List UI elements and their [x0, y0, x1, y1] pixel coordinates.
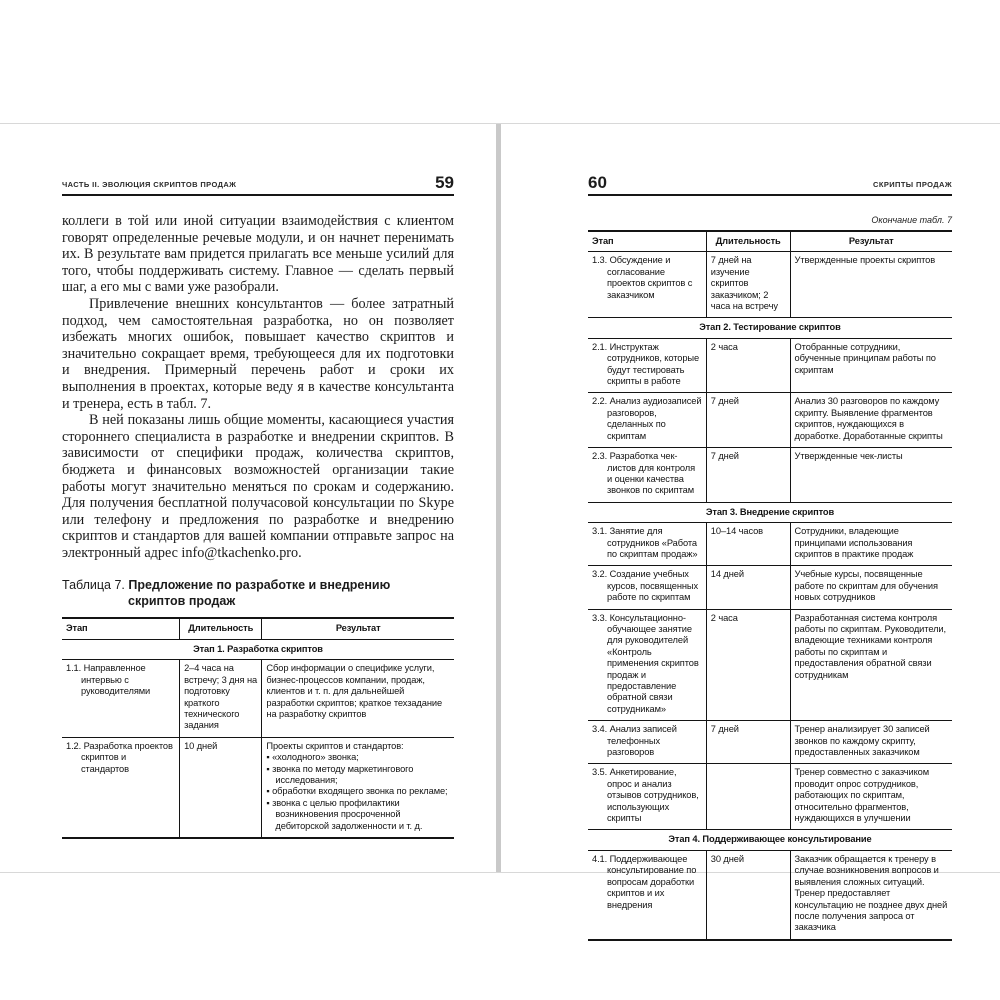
stage-cell: 3.3. Консультационно-обучающее занятие для руководителей «Контроль применения скриптов продаж и предоставление обратной связи сотрудникам» — [588, 609, 706, 721]
result-cell: Анализ 30 разговоров по каждому скрипту. Выявление фрагментов скриптов, нуждающихся в доработке. Доработанные скрипты — [790, 393, 952, 448]
duration-cell: 2 часа — [706, 338, 790, 393]
duration-cell: 14 дней — [706, 566, 790, 609]
bullet-item: ▪ звонка по методу маркетингового исследования; — [266, 763, 414, 785]
table-row — [588, 764, 952, 830]
body-text — [62, 213, 454, 561]
duration-cell: 2 часа — [706, 609, 790, 721]
result-cell: Тренер совместно с заказчиком проводит опрос сотрудников, работающих по скриптам, относительно фрагментов, нуждающихся в улучшении — [790, 764, 952, 830]
table-caption-label: Таблица 7. — [62, 578, 125, 593]
result-cell: Проекты скриптов и стандартов: ▪ «холодного» звонка; ▪ звонка по методу маркетингового исследования; ▪ обработки входящего звонка по рекламе; ▪ звонка с целью профилактики возникновения просроченной дебиторской задолженности и т. д. — [262, 737, 454, 838]
duration-cell: 2–4 часа на встречу; 3 дня на подготовку краткого технического задания — [180, 660, 262, 737]
result-cell: Сотрудники, владеющие принципами использования скриптов в практике продаж — [790, 523, 952, 566]
duration-cell: 7 дней на изучение скриптов заказчиком; 2 часа на встречу — [706, 252, 790, 318]
column-header: Результат — [262, 618, 454, 639]
stage-cell: 2.2. Анализ аудиозаписей разговоров, сделанных по скриптам — [588, 393, 706, 448]
running-head-right — [588, 174, 952, 196]
result-cell: Заказчик обращается к тренеру в случае возникновения вопросов и выявления сложных ситуаций. Тренер предоставляет консультацию не позднее двух дней после получения запроса от заказчика — [790, 850, 952, 939]
section-label: Этап 1. Разработка скриптов — [62, 639, 454, 659]
result-cell: Утвержденные чек-листы — [790, 448, 952, 503]
column-header: Этап — [588, 231, 706, 252]
paragraph: Привлечение внешних консультантов — более затратный подход, чем самостоятельная разработка, но он позволяет избежать многих ошибок, повышает качество скриптов и значительно сокращает время, требующееся для их подготовки и внедрения. Примерный перечень работ и сроки их выполнения в проектах, которые веду я в качестве консультанта и тренера, есть в табл. 7. — [62, 295, 454, 412]
column-header: Этап — [62, 618, 180, 639]
section-row — [588, 318, 952, 338]
duration-cell — [706, 764, 790, 830]
table-continuation-note: Окончание табл. 7 — [871, 215, 952, 225]
result-cell: Тренер анализирует 30 записей звонков по каждому скрипту, предоставленных заказчиком — [790, 721, 952, 764]
table-row — [62, 660, 454, 737]
duration-cell: 7 дней — [706, 393, 790, 448]
page-right — [501, 124, 1000, 933]
duration-cell: 7 дней — [706, 448, 790, 503]
result-cell: Разработанная система контроля работы по скриптам. Руководители, владеющие техниками контроля работы по скриптам и предоставления обратной связи сотрудникам — [790, 609, 952, 721]
section-label: Этап 2. Тестирование скриптов — [588, 318, 952, 338]
duration-cell: 7 дней — [706, 721, 790, 764]
bullet-item: ▪ обработки входящего звонка по рекламе; — [266, 786, 448, 797]
paragraph: коллеги в той или иной ситуации взаимодействия с клиентом говорят определенные речевые модули, и он начнет перенимать их. В результате вам придется прилагать все меньше усилий для того, чтобы поддерживать систему. Главное — сделать первый шаг, а его мы с вами уже разобрали. — [62, 213, 454, 296]
proposal-table-part2 — [588, 230, 952, 941]
section-row — [588, 502, 952, 522]
table-row — [588, 721, 952, 764]
stage-cell: 3.1. Занятие для сотрудников «Работа по скриптам продаж» — [588, 523, 706, 566]
table-row — [62, 737, 454, 838]
duration-cell: 10–14 часов — [706, 523, 790, 566]
stage-cell: 2.1. Инструктаж сотрудников, которые будут тестировать скрипты в работе — [588, 338, 706, 393]
page-left — [0, 124, 496, 872]
stage-cell: 3.4. Анализ записей телефонных разговоров — [588, 721, 706, 764]
proposal-table-part1 — [62, 617, 454, 839]
table-row — [588, 566, 952, 609]
result-cell: Учебные курсы, посвященные работе по скриптам для обучения новых сотрудников — [790, 566, 952, 609]
table-caption-title: Предложение по разработке и внедрению скриптов продаж — [128, 578, 391, 608]
stage-cell: 1.2. Разработка проектов скриптов и стандартов — [62, 737, 180, 838]
duration-cell: 30 дней — [706, 850, 790, 939]
page-number-left: 59 — [435, 173, 454, 192]
table-row — [588, 338, 952, 393]
table-row — [588, 252, 952, 318]
result-cell: Утвержденные проекты скриптов — [790, 252, 952, 318]
chapter-title: ЧАСТЬ II. ЭВОЛЮЦИЯ СКРИПТОВ ПРОДАЖ — [62, 180, 237, 189]
running-head-left — [62, 174, 454, 196]
table-row — [588, 609, 952, 721]
section-row — [62, 639, 454, 659]
stage-cell: 3.5. Анкетирование, опрос и анализ отзывов сотрудников, использующих скрипты — [588, 764, 706, 830]
table-header-row — [588, 231, 952, 252]
table-row — [588, 448, 952, 503]
book-title: СКРИПТЫ ПРОДАЖ — [873, 180, 952, 189]
stage-cell: 1.1. Направленное интервью с руководителями — [62, 660, 180, 737]
section-row — [588, 830, 952, 850]
column-header: Результат — [790, 231, 952, 252]
section-label: Этап 3. Внедрение скриптов — [588, 502, 952, 522]
table-row — [588, 393, 952, 448]
table-caption — [62, 578, 414, 609]
column-header: Длительность — [180, 618, 262, 639]
section-label: Этап 4. Поддерживающее консультирование — [588, 830, 952, 850]
duration-cell: 10 дней — [180, 737, 262, 838]
bullet-item: ▪ звонка с целью профилактики возникновения просроченной дебиторской задолженности и т. д. — [266, 797, 423, 831]
table-row — [588, 850, 952, 939]
stage-cell: 3.2. Создание учебных курсов, посвященных работе по скриптам — [588, 566, 706, 609]
result-cell: Отобранные сотрудники, обученные принципам работы по скриптам — [790, 338, 952, 393]
page-number-right: 60 — [588, 173, 607, 192]
stage-cell: 4.1. Поддерживающее консультирование по вопросам доработки скриптов и их внедрения — [588, 850, 706, 939]
book-spread — [0, 123, 1000, 933]
bullet-item: ▪ «холодного» звонка; — [266, 752, 359, 763]
stage-cell: 2.3. Разработка чек-листов для контроля и оценки качества звонков по скриптам — [588, 448, 706, 503]
result-cell: Сбор информации о специфике услуги, бизнес-процессов компании, продаж, клиентов и т. п. для дальнейшей разработки скриптов; краткое техзадание на разработку скриптов — [262, 660, 454, 737]
table-row — [588, 523, 952, 566]
table-header-row — [62, 618, 454, 639]
stage-cell: 1.3. Обсуждение и согласование проектов скриптов с заказчиком — [588, 252, 706, 318]
paragraph: В ней показаны лишь общие моменты, касающиеся участия стороннего специалиста в разработке и внедрении скриптов. В зависимости от специфики продаж, количества скриптов, бюджета и финансовых возможностей организации такие работы могут значительно меняться по срокам и содержанию. Для получения бесплатной получасовой консультации по Skype или телефону и предложения по разработке и внедрению скриптов и стандартов для вашей компании отправьте запрос на электронный адрес info@tkachenko.pro. — [62, 412, 454, 561]
column-header: Длительность — [706, 231, 790, 252]
